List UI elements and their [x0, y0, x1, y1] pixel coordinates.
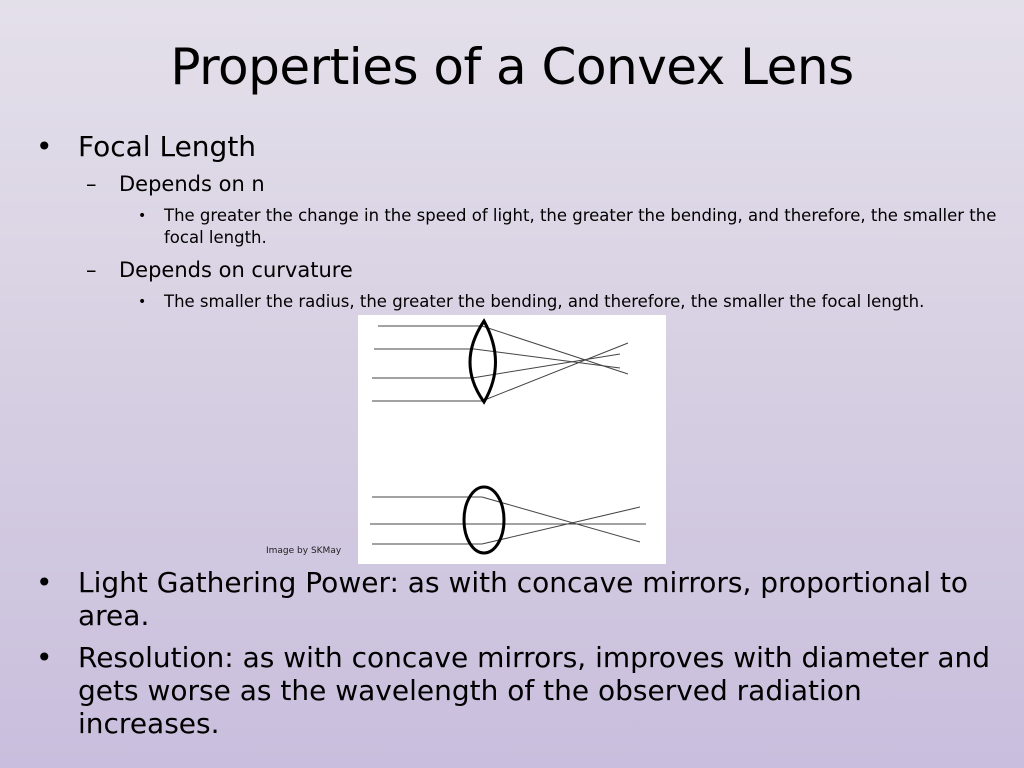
thin-convex-lens: [470, 321, 496, 402]
refracted-ray: [482, 497, 640, 542]
bullet-marker: •: [36, 566, 53, 599]
bullet-focal-length: [36, 130, 986, 163]
sub-bullet-depends-on-n-text: Depends on n: [119, 172, 265, 196]
refracted-ray: [482, 507, 640, 544]
dash-marker: –: [86, 258, 97, 282]
bullet-marker: •: [138, 208, 147, 224]
sub-bullet-depends-on-curvature-text: Depends on curvature: [119, 258, 353, 282]
convex-lens-diagram-svg: [358, 315, 666, 564]
slide-title: Properties of a Convex Lens: [170, 38, 854, 96]
bullet-light-gathering-text: Light Gathering Power: as with concave mirrors, proportional to area.: [78, 566, 969, 632]
bullet-marker: •: [36, 641, 53, 674]
dash-marker: –: [86, 172, 97, 196]
detail-speed-of-light: [138, 205, 998, 249]
thin-lens-group: [372, 326, 628, 401]
detail-radius: [138, 291, 998, 313]
convex-lens-diagram: [358, 315, 666, 564]
refracted-ray: [482, 326, 628, 374]
bullet-resolution-text: Resolution: as with concave mirrors, improves with diameter and gets worse as the wavelength of the observed radiation increases.: [78, 641, 991, 740]
sub-bullet-depends-on-n: [86, 172, 986, 197]
bullet-light-gathering: [36, 566, 986, 632]
bullet-marker: •: [36, 130, 53, 163]
sub-bullet-depends-on-curvature: [86, 258, 986, 283]
bullet-focal-length-text: Focal Length: [78, 130, 257, 163]
detail-radius-text: The smaller the radius, the greater the bending, and therefore, the smaller the focal length.: [164, 292, 925, 311]
bullet-resolution: [36, 641, 996, 740]
thick-lens-group: [370, 497, 646, 544]
bullet-marker: •: [138, 294, 147, 310]
image-credit: Image by SKMay: [266, 546, 342, 556]
detail-speed-of-light-text: The greater the change in the speed of light, the greater the bending, and therefore, the smaller the focal length.: [164, 206, 997, 247]
refracted-ray: [482, 343, 628, 401]
